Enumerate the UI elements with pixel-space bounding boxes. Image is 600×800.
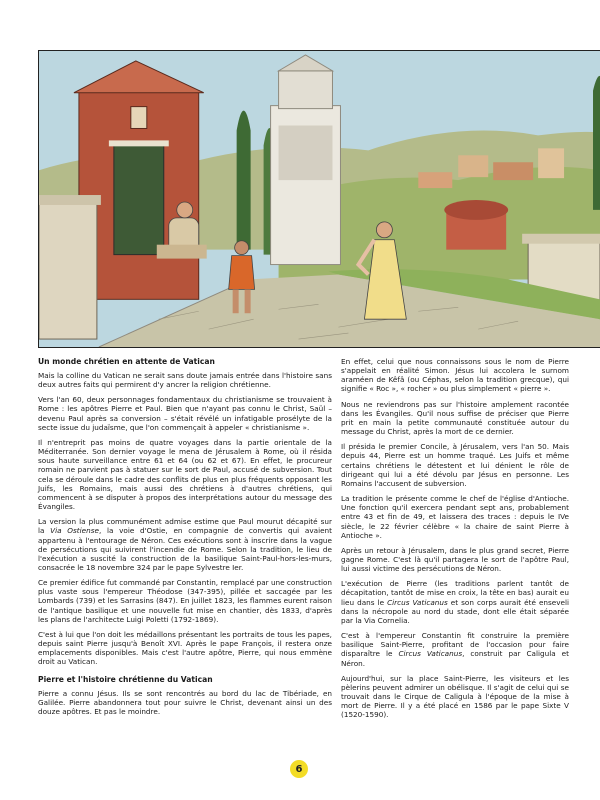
italic-term: Circus Vaticanus (398, 649, 463, 659)
right-text-column (341, 357, 569, 725)
paragraph (341, 631, 569, 668)
paragraph: Il n'entreprit pas moins de quatre voyages dans la partie orientale de la Méditerranée. Son dernier voyage le mena de Jérusalem à Rome, où il résida sous haute surveillance entre 61 et 64 (ou 62 et 67). En effet, le procureur romain ne parvient pas à statuer sur le sort de Paul, accusé de subversion. Tout cela se déroule dans le cadre des conflits de plus en plus fréquents opposant les Juifs, les Romains, mais aussi des chrétiens à d'autres chrétiens, qui commencent à se disputer à propos des interprétations autour du message des Évangiles. (38, 437, 332, 512)
paragraph-text: , la voie d'Ostie, en compagnie de convertis qui avaient appartenu à l'entourage de Néron. Ces exécutions sont à inscrire dans la vague de persécutions qui suivirent l'incendie de Rome. Selon la tradition, le lieu de l'exécution a suscité la construction de la basilique Saint-Paul-hors-les-murs, consacrée le 18 novembre 324 par le pape Sylvestre Ier. (38, 526, 332, 572)
roman-street-illustration (38, 50, 600, 348)
paragraph: La tradition le présente comme le chef de l'église d'Antioche. Une fonction qu'il exercera pendant sept ans, probablement entre 43 et fin de 49, et laissera des traces : depuis le IVe siècle, le 22 février célèbre « la chaire de saint Pierre à Antioche ». (341, 494, 569, 540)
paragraph: Après un retour à Jérusalem, dans le plus grand secret, Pierre gagne Rome. C'est là qu'il partagera le sort de l'apôtre Paul, lui aussi victime des persécutions de Néron. (341, 545, 569, 574)
paragraph: Nous ne reviendrons pas sur l'histoire amplement racontée dans les Évangiles. Qu'il nous suffise de préciser que Pierre prit en main la petite communauté constituée autour du message du Christ, après la mort de ce dernier. (341, 399, 569, 437)
illustration-svg (39, 51, 600, 347)
paragraph-text: et son corps aurait été enseveli dans la nécropole au nord du stade, dont elle était séparée par la Via Cornelia. (341, 597, 570, 625)
paragraph: Il présida le premier Concile, à Jérusalem, vers l'an 50. Mais depuis 44, Pierre est un homme traqué. Les Juifs et même certains chrétiens le détestent et lui dénient le rôle de dirigeant qui lui a été dévolu par Jésus en personne. Les Romains l'accusent de subversion. (341, 442, 569, 488)
section-heading-vatican-world: Un monde chrétien en attente de Vatican (38, 357, 215, 366)
paragraph: En effet, celui que nous connaissons sous le nom de Pierre s'appelait en réalité Simon. Jésus lui accolera le surnom araméen de Kêfâ (ou Céphas, selon la tradition grecque), qui signifie « Roc », « rocher » ou plus simplement « pierre ». (341, 357, 569, 394)
italic-term: Circus Vaticanus (387, 597, 448, 607)
section-heading-pierre: Pierre et l'histoire chrétienne du Vatican (38, 674, 213, 684)
paragraph: Mais la colline du Vatican ne serait sans doute jamais entrée dans l'histoire sans deux autres faits qui permirent d'y ancrer la religion chrétienne. (38, 371, 332, 390)
paragraph-text: La version la plus communément admise estime que Paul mourut décapité sur la (38, 517, 332, 536)
paragraph-text: , construit par Caligula et Néron. (341, 649, 569, 668)
left-text-column (38, 357, 332, 722)
paragraph: Aujourd'hui, sur la place Saint-Pierre, les visiteurs et les pèlerins peuvent admirer un obélisque. Il s'agit de celui qui se trouvait dans le Cirque de Caligula à l'époque de la mise à mort de Pierre. Il y a été placé en 1586 par le pape Sixte V (1520-1590). (341, 673, 569, 720)
paragraph (38, 517, 332, 572)
paragraph: Ce premier édifice fut commandé par Constantin, remplacé par une construction plus vaste sous l'empereur Théodose (347-395), pillée et saccagée par les Lombards (739) et les Sarrasins (847). En juillet 1823, les flammes eurent raison de l'antique basilique et une nouvelle fut mise en chantier, dès 1833, d'après les plans de l'architecte Luigi Poletti (1792-1869). (38, 578, 332, 624)
paragraph: C'est à lui que l'on doit les médaillons présentant les portraits de tous les papes, depuis saint Pierre jusqu'à Benoît XVI. Après le pape François, il restera onze emplacements disponibles. Mais c'est l'autre apôtre, Pierre, qui nous emmène droit au Vatican. (38, 629, 332, 667)
italic-term: Via Ostiense (50, 526, 99, 536)
paragraph-text: L'exécution de Pierre (les traditions parlent tantôt de décapitation, tantôt de mise en croix, la tête en bas) aurait eu lieu dans le (341, 579, 569, 607)
page-number: 6 (290, 760, 308, 778)
paragraph-text: C'est à l'empereur Constantin fit construire la première basilique Saint-Pierre, profitant de l'occasion pour faire disparaître le (341, 631, 569, 659)
paragraph: Vers l'an 60, deux personnages fondamentaux du christianisme se trouvaient à Rome : les apôtres Pierre et Paul. Bien que n'ayant pas connu le Christ, Saül – devenu Paul après sa conversion – s'était révélé un infatigable prosélyte de la secte issue du judaïsme, que l'on commençait à appeler « christianisme ». (38, 395, 332, 432)
paragraph (341, 579, 569, 625)
paragraph: Pierre a connu Jésus. Ils se sont rencontrés au bord du lac de Tibériade, en Galilée. Pierre abandonnera tout pour suivre le Christ, devenant ainsi un des douze apôtres. Et pas le moindre. (38, 688, 332, 716)
